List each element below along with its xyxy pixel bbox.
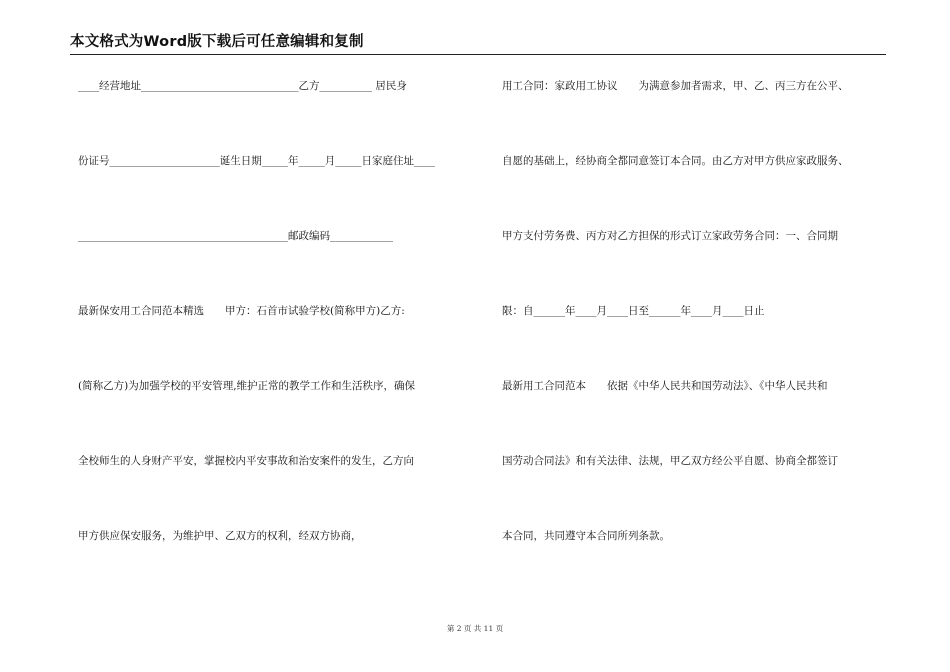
text-line: 用工合同：家政用工协议 为满意参加者需求，甲、乙、丙三方在公平、 [502, 80, 849, 92]
text-line: 甲方供应保安服务，为维护甲、乙双方的权利，经双方协商， [78, 530, 362, 542]
text-line: 最新用工合同范本 依据《中华人民共和国劳动法》、《中华人民共和 [502, 380, 828, 392]
text-line: 最新保安用工合同范本精选 甲方：石首市试验学校(简称甲方)乙方: [78, 305, 405, 317]
text-line: 本合同，共同遵守本合同所列条款。 [502, 530, 670, 542]
header-title: 本文格式为Word版下载后可任意编辑和复制 [70, 34, 364, 50]
text-line: ________________________________________邮政编码____________ [78, 230, 393, 242]
right-column [502, 0, 897, 672]
text-line: 全校师生的人身财产平安，掌握校内平安事故和治安案件的发生，乙方向 [78, 455, 414, 467]
text-line: 自愿的基础上，经协商全都同意签订本合同。由乙方对甲方供应家政服务、 [502, 155, 849, 167]
text-line: ____经营地址______________________________乙方__________ 居民身 [78, 80, 407, 92]
text-line: 国劳动合同法》和有关法律、法规，甲乙双方经公平自愿、协商全都签订 [502, 455, 838, 467]
text-line: 限：自______年____月____日至______年____月____日止 [502, 305, 765, 317]
text-line: 份证号_____________________诞生日期_____年_____月_____日家庭住址____ [78, 155, 435, 167]
text-line: 甲方支付劳务费、丙方对乙方担保的形式订立家政劳务合同：一、合同期 [502, 230, 838, 242]
page-number: 第 2 页 共 11 页 [446, 624, 504, 633]
left-column [78, 0, 473, 672]
text-line: (简称乙方)为加强学校的平安管理,维护正常的教学工作和生活秩序，确保 [78, 380, 416, 392]
